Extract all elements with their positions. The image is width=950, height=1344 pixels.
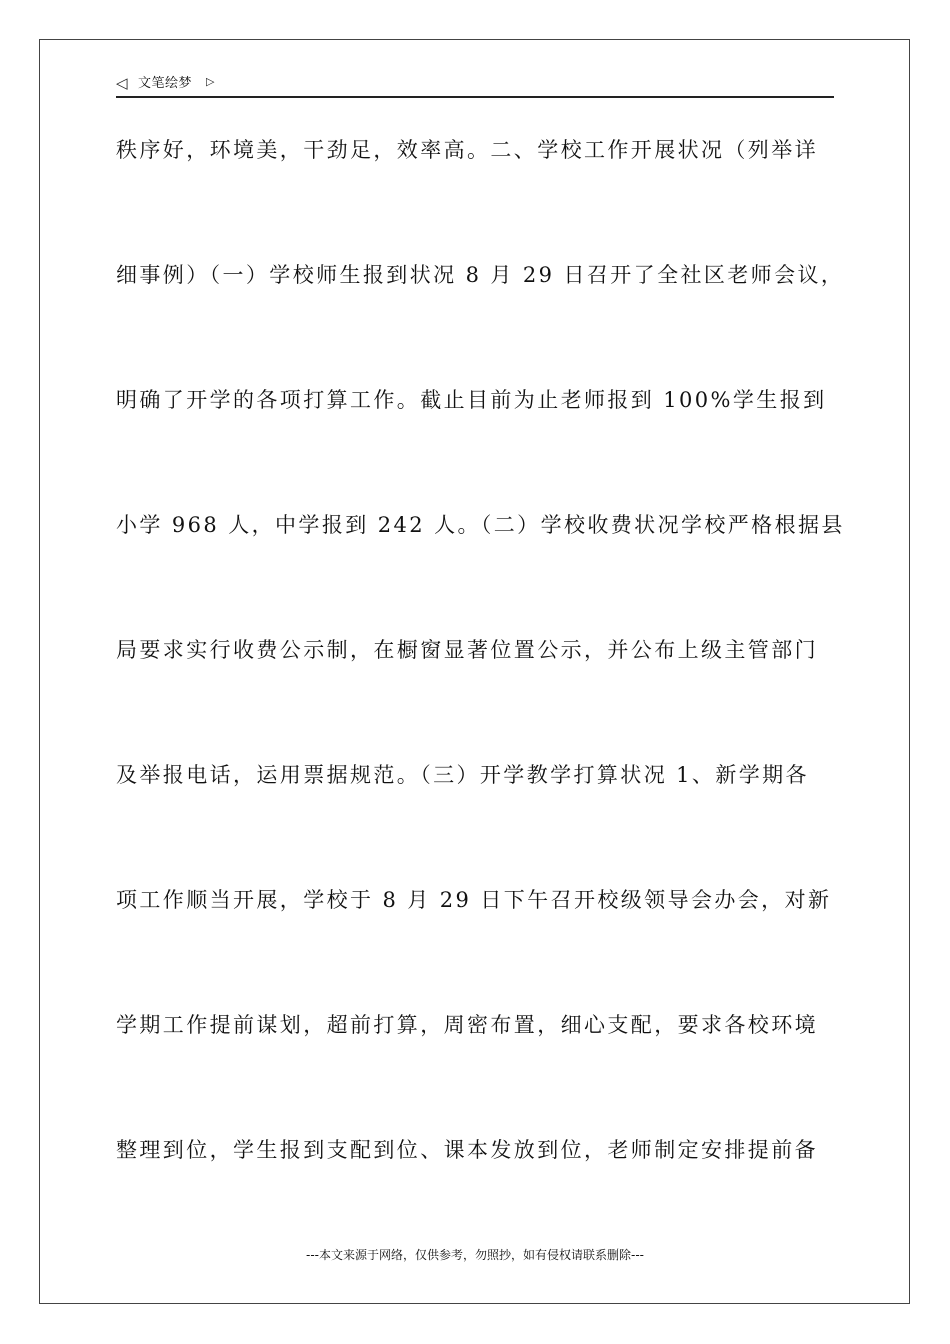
header-title: 文笔绘梦 [138,76,193,91]
body-line: 局要求实行收费公示制，在橱窗显著位置公示，并公布上级主管部门 [116,638,818,662]
document-header [116,72,834,98]
body-line: 项工作顺当开展，学校于 8 月 29 日下午召开校级领导会办会，对新 [116,888,832,912]
footer-disclaimer: ---本文来源于网络，仅供参考，勿照抄，如有侵权请联系删除--- [306,1248,644,1262]
triangle-left-icon: ◁ [116,74,128,92]
body-line: 及举报电话，运用票据规范。（三）开学教学打算状况 1、新学期各 [116,763,809,787]
body-line: 细事例）（一）学校师生报到状况 8 月 29 日召开了全社区老师会议， [116,263,845,287]
body-line: 秩序好，环境美，干劲足，效率高。二、学校工作开展状况（列举详 [116,138,818,162]
document-body [116,125,845,1250]
body-line: 整理到位，学生报到支配到位、课本发放到位，老师制定安排提前备 [116,1138,818,1162]
body-line: 明确了开学的各项打算工作。截止目前为止老师报到 100%学生报到 [116,388,827,412]
body-line: 学期工作提前谋划，超前打算，周密布置，细心支配，要求各校环境 [116,1013,818,1037]
body-line: 小学 968 人，中学报到 242 人。（二）学校收费状况学校严格根据县 [116,513,845,537]
triangle-right-icon: ▷ [206,75,215,88]
